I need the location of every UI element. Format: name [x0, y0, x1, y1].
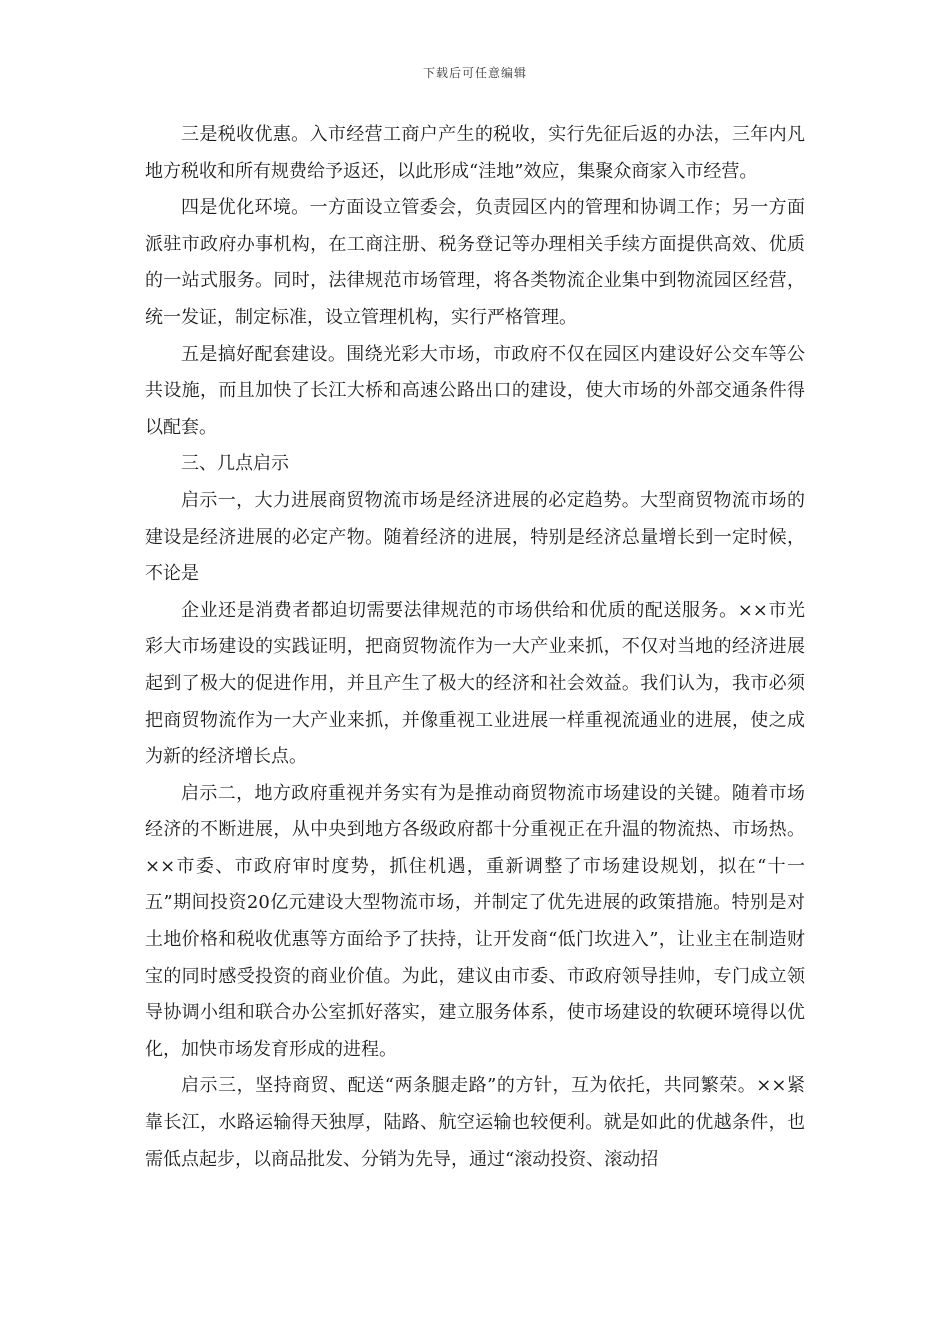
paragraph-insight-two: 启示二，地方政府重视并务实有为是推动商贸物流市场建设的关键。随着市场经济的不断进展，从中央到地方各级政府都十分重视正在升温的物流热、市场热。××市委、市政府审时度势，抓住机遇，重新调整了市场建设规划，拟在“十一五”期间投资20亿元建设大型物流市场，并制定了优先进展的政策措施。特别是对土地价格和税收优惠等方面给予了扶持，让开发商“低门坎进入”，让业主在制造财宝的同时感受投资的商业价值。为此，建议由市委、市政府领导挂帅，专门成立领导协调小组和联合办公室抓好落实，建立服务体系，使市场建设的软硬环境得以优化，加快市场发育形成的进程。: [145, 782, 805, 1060]
paragraph-insight-one: 启示一，大力进展商贸物流市场是经济进展的必定趋势。大型商贸物流市场的建设是经济进展的必定产物。随着经济的进展，特别是经济总量增长到一定时候，不论是: [145, 489, 805, 585]
paragraph-tax-preference: 三是税收优惠。入市经营工商户产生的税收，实行先征后返的办法，三年内凡地方税收和所有规费给予返还，以此形成“洼地”效应，集聚众商家入市经营。: [145, 124, 805, 182]
paragraph-insight-three: 启示三，坚持商贸、配送“两条腿走路”的方针，互为依托，共同繁荣。××紧靠长江，水路运输得天独厚，陆路、航空运输也较便利。就是如此的优越条件，也需低点起步，以商品批发、分销为先导，通过“滚动投资、滚动招: [145, 1075, 805, 1170]
paragraph-supporting-construction: 五是搞好配套建设。围绕光彩大市场，市政府不仅在园区内建设好公交车等公共设施，而且加快了长江大桥和高速公路出口的建设，使大市场的外部交通条件得以配套。: [145, 343, 805, 438]
document-body: [145, 117, 805, 1178]
paragraph-insight-one-continued: 企业还是消费者都迫切需要法律规范的市场供给和优质的配送服务。××市光彩大市场建设的实践证明，把商贸物流作为一大产业来抓，不仅对当地的经济进展起到了极大的促进作用，并且产生了极大的经济和社会效益。我们认为，我市必须把商贸物流作为一大产业来抓，并像重视工业进展一样重视流通业的进展，使之成为新的经济增长点。: [145, 599, 805, 768]
section-heading-insights: 三、几点启示: [181, 453, 289, 475]
paragraph-optimize-environment: 四是优化环境。一方面设立管委会，负责园区内的管理和协调工作；另一方面派驻市政府办事机构，在工商注册、税务登记等办理相关手续方面提供高效、优质的一站式服务。同时，法律规范市场管理，将各类物流企业集中到物流园区经营，统一发证，制定标准，设立管理机构，实行严格管理。: [145, 197, 805, 328]
page-header-note: 下载后可任意编辑: [422, 66, 527, 80]
